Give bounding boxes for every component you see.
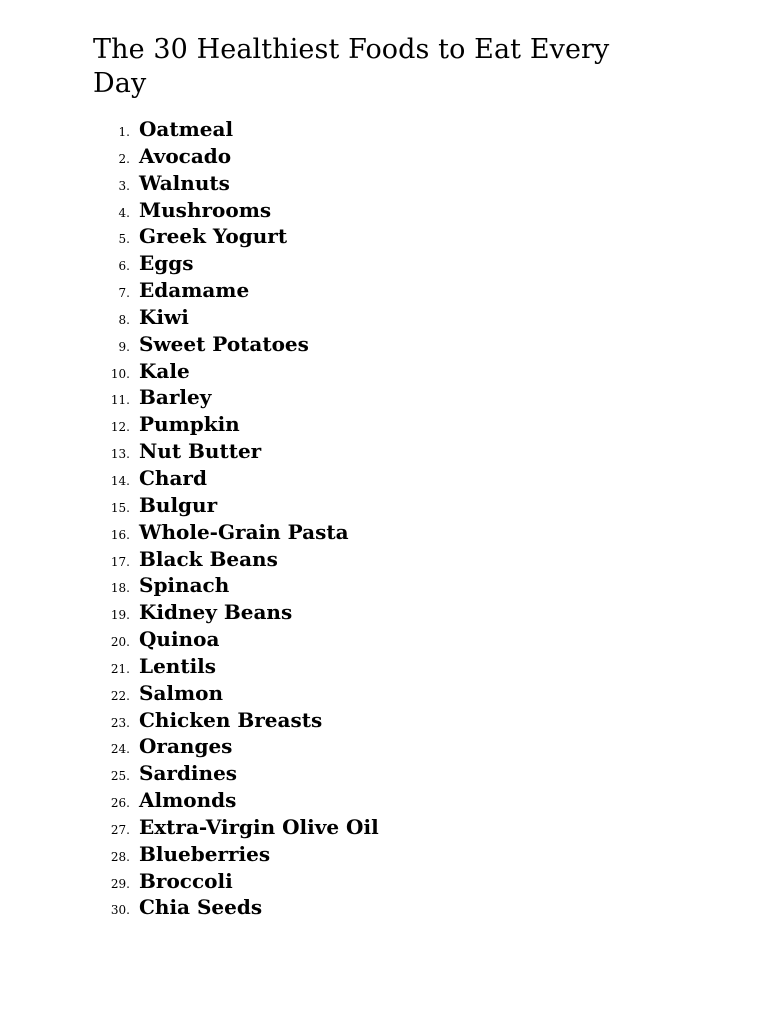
list-item-number: 17. [110, 554, 130, 569]
list-item [0, 787, 600, 814]
list-item-number: 11. [110, 393, 130, 408]
list-item-label: Spinach [139, 573, 230, 598]
list-item-number: 1. [118, 125, 130, 139]
list-item [0, 197, 600, 224]
list-item [0, 814, 600, 841]
list-item-label: Kiwi [139, 304, 189, 329]
list-item-label: Oranges [139, 734, 233, 759]
list-item [0, 841, 600, 868]
list-item-number: 9. [118, 339, 130, 354]
list-item-number: 27. [110, 822, 130, 837]
list-item-label: Bulgur [139, 492, 218, 517]
list-item-label: Barley [139, 385, 212, 410]
list-item [0, 707, 600, 734]
list-item [0, 277, 600, 304]
list-item-number: 2. [118, 151, 130, 166]
list-item-label: Sweet Potatoes [139, 331, 309, 356]
list-item-label: Avocado [139, 143, 232, 168]
list-item [0, 384, 600, 411]
list-item [0, 492, 600, 519]
list-item [0, 653, 600, 680]
list-item-number: 28. [110, 849, 130, 864]
list-item [0, 250, 600, 277]
list-item-number: 6. [118, 259, 130, 274]
list-item-number: 29. [110, 876, 130, 891]
list-item-number: 23. [110, 715, 130, 730]
list-item [0, 572, 600, 599]
list-item-number: 21. [110, 661, 130, 676]
list-item-label: Almonds [139, 788, 237, 813]
list-item-label: Lentils [139, 653, 217, 678]
list-item-label: Pumpkin [139, 412, 240, 437]
list-item-number: 22. [110, 688, 130, 703]
list-item-label: Nut Butter [139, 439, 262, 464]
list-item-label: Kale [139, 358, 190, 383]
list-item-number: 26. [110, 796, 130, 811]
list-item [0, 438, 600, 465]
list-item-label: Eggs [139, 251, 194, 276]
list-item-label: Kidney Beans [139, 600, 293, 625]
list-item-label: Extra-Virgin Olive Oil [139, 814, 379, 839]
list-item-number: 4. [118, 205, 130, 220]
list-item-label: Chard [139, 465, 207, 490]
list-item-label: Mushrooms [139, 197, 272, 222]
list-item-number: 15. [110, 500, 130, 515]
list-item-label: Broccoli [139, 868, 233, 893]
list-item [0, 868, 600, 895]
food-list [0, 116, 600, 921]
list-item-number: 8. [118, 312, 130, 327]
list-item-number: 10. [110, 366, 130, 381]
list-item [0, 519, 600, 546]
list-item-number: 30. [110, 903, 130, 918]
list-item [0, 599, 600, 626]
list-item-label: Quinoa [139, 627, 220, 652]
list-item [0, 760, 600, 787]
list-item-label: Salmon [139, 680, 224, 705]
list-item [0, 170, 600, 197]
list-item [0, 304, 600, 331]
list-item [0, 223, 600, 250]
list-item [0, 465, 600, 492]
list-item-label: Black Beans [139, 546, 278, 571]
list-item [0, 546, 600, 573]
list-item-label: Greek Yogurt [139, 224, 288, 249]
list-item-label: Chia Seeds [139, 895, 263, 920]
list-item-number: 13. [110, 447, 130, 462]
list-item-label: Whole-Grain Pasta [139, 519, 349, 544]
list-item-label: Sardines [139, 761, 238, 786]
list-item-number: 5. [118, 232, 130, 247]
list-item-number: 19. [110, 608, 130, 623]
list-item [0, 331, 600, 358]
list-item-number: 7. [118, 286, 130, 301]
list-item-label: Edamame [139, 278, 250, 303]
list-item-number: 24. [110, 742, 130, 757]
page-title: The 30 Healthiest Foods to Eat Every Day [93, 34, 610, 99]
list-item-number: 25. [110, 769, 130, 784]
list-item [0, 358, 600, 385]
list-item-number: 18. [110, 581, 130, 596]
list-item [0, 626, 600, 653]
list-item-number: 12. [110, 420, 130, 435]
list-item-number: 3. [118, 178, 130, 193]
list-item [0, 680, 600, 707]
list-item-label: Walnuts [139, 170, 230, 195]
list-item [0, 733, 600, 760]
list-item [0, 411, 600, 438]
list-item-label: Oatmeal [139, 117, 234, 141]
list-item-label: Blueberries [139, 841, 271, 866]
list-item-number: 14. [110, 473, 130, 488]
list-item [0, 116, 600, 143]
list-item-number: 16. [110, 527, 130, 542]
list-item-label: Chicken Breasts [139, 707, 323, 732]
list-item [0, 143, 600, 170]
list-item [0, 894, 600, 921]
list-item-number: 20. [110, 635, 130, 650]
